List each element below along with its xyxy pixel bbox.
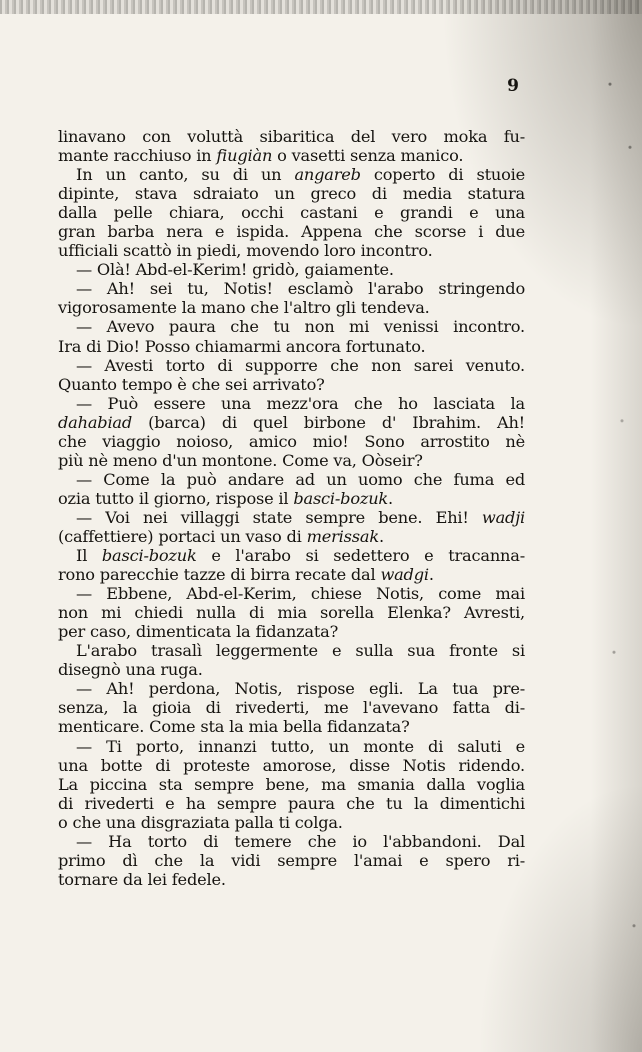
text-line: [58, 565, 525, 584]
text-segment: e l'arabo si sedettero e tracanna-: [196, 546, 525, 566]
text-line: [58, 737, 525, 756]
text-line: [58, 356, 525, 375]
text-line: [58, 679, 525, 698]
text-segment: di rivederti e ha sempre paura che tu la dimentichi: [58, 793, 525, 813]
italic-term: basci-bozuk: [293, 488, 389, 508]
text-segment: (barca) di quel birbone d' Ibrahim. Ah!: [132, 412, 525, 432]
text-line: [58, 794, 525, 813]
text-segment: — Come la può andare ad un uomo che fuma ed: [76, 469, 525, 489]
text-line: [58, 489, 525, 508]
text-line: [58, 660, 525, 679]
text-line: [58, 184, 525, 203]
text-segment: senza, la gioia di rivederti, me l'avevano fatta di-: [58, 698, 525, 718]
text-line: [58, 603, 525, 622]
text-segment: più nè meno d'un montone. Come va, Oòseir?: [58, 450, 423, 470]
text-line: [58, 203, 525, 222]
text-segment: — Avesti torto di supporre che non sarei venuto.: [76, 355, 525, 375]
text-line: [58, 127, 525, 146]
text-segment: per caso, dimenticata la fidanzata?: [58, 622, 339, 642]
text-segment: — Ha torto di temere che io l'abbandoni. Dal: [76, 831, 525, 851]
italic-term: wadji: [481, 507, 525, 527]
text-segment: Il: [76, 546, 102, 566]
body-text: [58, 127, 525, 889]
text-line: [58, 470, 525, 489]
text-segment: primo dì che la vidi sempre l'amai e spero ri-: [58, 850, 525, 870]
text-line: [58, 413, 525, 432]
text-segment: L'arabo trasalì leggermente e sulla sua fronte si: [76, 641, 525, 661]
text-line: [58, 375, 525, 394]
text-line: [58, 222, 525, 241]
text-line: [58, 165, 525, 184]
text-segment: — Voi nei villaggi state sempre bene. Ehi!: [76, 507, 482, 527]
text-segment: o vasetti senza manico.: [272, 146, 464, 166]
text-line: [58, 146, 525, 165]
text-line: [58, 508, 525, 527]
italic-term: angareb: [294, 165, 361, 185]
text-segment: — Olà! Abd-el-Kerim! gridò, gaiamente.: [76, 260, 394, 280]
text-segment: — Ah! sei tu, Notis! esclamò l'arabo stringendo: [76, 279, 525, 299]
text-line: [58, 717, 525, 736]
text-segment: vigorosamente la mano che l'altro gli tendeva.: [58, 298, 430, 318]
scan-edge-shadow: [0, 0, 642, 14]
text-segment: ozia tutto il giorno, rispose il: [58, 488, 294, 508]
text-segment: — Avevo paura che tu non mi venissi incontro.: [76, 317, 525, 337]
text-segment: gran barba nera e ispida. Appena che scorse i due: [58, 222, 525, 242]
text-segment: dipinte, stava sdraiato un greco di media statura: [58, 184, 525, 204]
text-segment: disegnò una ruga.: [58, 660, 203, 680]
text-line: [58, 241, 525, 260]
text-segment: Quanto tempo è che sei arrivato?: [58, 374, 325, 394]
text-segment: non mi chiedi nulla di mia sorella Elenka? Avresti,: [58, 603, 525, 623]
text-segment: o che una disgraziata palla ti colga.: [58, 812, 343, 832]
text-segment: In un canto, su di un: [76, 165, 295, 185]
text-line: [58, 451, 525, 470]
text-segment: menticare. Come sta la mia bella fidanzata?: [58, 717, 410, 737]
text-segment: linavano con voluttà sibaritica del vero moka fu-: [58, 127, 525, 146]
text-line: [58, 298, 525, 317]
text-line: [58, 432, 525, 451]
text-line: [58, 756, 525, 775]
text-segment: dalla pelle chiara, occhi castani e grandi e una: [58, 203, 525, 223]
text-line: [58, 260, 525, 279]
text-segment: che viaggio noioso, amico mio! Sono arrostito nè: [58, 431, 525, 451]
text-line: [58, 317, 525, 336]
text-segment: (caffettiere) portaci un vaso di: [58, 526, 307, 546]
text-line: [58, 813, 525, 832]
scan-specks: [602, 0, 642, 1052]
text-line: [58, 775, 525, 794]
italic-term: fiugiàn: [216, 146, 273, 166]
text-line: [58, 394, 525, 413]
text-segment: rono parecchie tazze di birra recate dal: [58, 565, 381, 585]
text-segment: una botte di proteste amorose, disse Notis ridendo.: [58, 755, 525, 775]
text-line: [58, 546, 525, 565]
text-segment: .: [388, 488, 393, 508]
text-line: [58, 337, 525, 356]
text-line: [58, 584, 525, 603]
text-segment: Ira di Dio! Posso chiamarmi ancora fortunato.: [58, 336, 426, 356]
text-segment: .: [378, 526, 384, 546]
page-number: 9: [507, 76, 519, 96]
text-line: [58, 622, 525, 641]
text-segment: mante racchiuso in: [58, 146, 217, 166]
text-line: [58, 870, 525, 889]
text-segment: — Può essere una mezz'ora che ho lasciata la: [76, 393, 525, 413]
text-segment: — Ti porto, innanzi tutto, un monte di saluti e: [76, 736, 525, 756]
text-segment: ufficiali scattò in piedi, movendo loro incontro.: [58, 241, 433, 261]
text-line: [58, 279, 525, 298]
text-segment: — Ah! perdona, Notis, rispose egli. La tua pre-: [76, 679, 525, 699]
text-segment: coperto di stuoie: [360, 165, 526, 185]
text-line: [58, 641, 525, 660]
text-line: [58, 851, 525, 870]
italic-term: merissak: [306, 526, 379, 546]
text-segment: — Ebbene, Abd-el-Kerim, chiese Notis, come mai: [76, 584, 525, 604]
text-line: [58, 832, 525, 851]
italic-term: basci-bozuk: [101, 546, 197, 566]
text-line: [58, 698, 525, 717]
italic-term: dahabiad: [58, 412, 133, 432]
text-segment: La piccina sta sempre bene, ma smania dalla voglia: [58, 774, 525, 794]
text-segment: tornare da lei fedele.: [58, 869, 226, 889]
text-segment: .: [428, 565, 434, 585]
text-line: [58, 527, 525, 546]
italic-term: wadgi: [380, 565, 429, 585]
